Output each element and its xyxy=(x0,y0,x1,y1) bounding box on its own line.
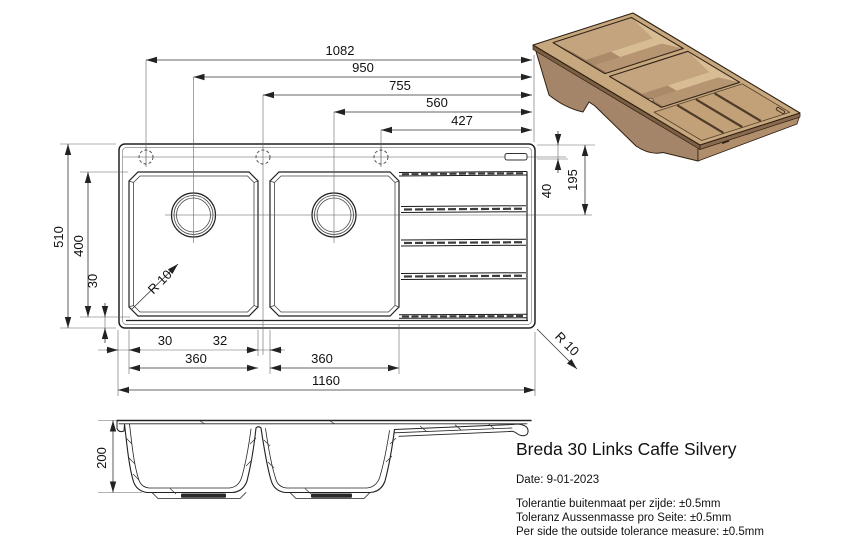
overflow-slot xyxy=(505,154,527,161)
radius-callout-left xyxy=(132,264,178,309)
dim-label-30-left: 30 xyxy=(85,273,100,289)
top-view xyxy=(119,144,592,369)
bottom-dimensions xyxy=(98,324,535,396)
dim-label-40: 40 xyxy=(539,183,554,199)
dim-label-200: 200 xyxy=(94,447,109,469)
drainboard-rib xyxy=(401,206,526,213)
drainboard-rib xyxy=(401,239,526,246)
right-dimensions xyxy=(537,131,595,215)
dim-label-1082: 1082 xyxy=(325,43,355,58)
dim-label-950: 950 xyxy=(352,60,374,75)
dim-label-30-bottom: 30 xyxy=(157,333,173,348)
dim-label-360-left: 360 xyxy=(185,351,207,366)
title-block xyxy=(516,439,764,538)
dim-label-510: 510 xyxy=(51,226,66,248)
drainboard-rib xyxy=(401,273,526,280)
product-title: Breda 30 Links Caffe Silvery xyxy=(516,439,737,459)
section-hatching xyxy=(126,421,494,494)
radius-label: R 10 xyxy=(144,266,175,297)
iso-view xyxy=(533,13,800,161)
dim-label-1160: 1160 xyxy=(312,373,340,388)
tolerance-line-nl: Tolerantie buitenmaat per zijde: ±0.5mm xyxy=(516,498,721,510)
dim-label-360-right: 360 xyxy=(311,351,333,366)
drain-boss-left xyxy=(181,494,226,498)
bowl-right xyxy=(270,172,399,316)
radius-callout-right xyxy=(537,329,582,369)
left-dimensions xyxy=(51,144,130,343)
dim-label-195: 195 xyxy=(565,169,580,191)
dim-label-560: 560 xyxy=(426,95,448,110)
dim-label-427: 427 xyxy=(451,113,473,128)
tolerance-line-en: Per side the outside tolerance measure: ±0.5mm xyxy=(516,526,764,538)
tolerance-line-de: Toleranz Aussenmasse pro Seite: ±0.5mm xyxy=(516,512,732,524)
date-line: Date: 9-01-2023 xyxy=(516,474,600,486)
dim-label-32-bottom: 32 xyxy=(212,333,228,348)
dim-label-755: 755 xyxy=(389,78,411,93)
drain-boss-right xyxy=(311,494,352,498)
dim-label-400: 400 xyxy=(71,235,86,257)
side-view xyxy=(94,421,531,499)
drainboard-nose xyxy=(510,424,528,436)
radius-label: R 10 xyxy=(552,328,583,359)
